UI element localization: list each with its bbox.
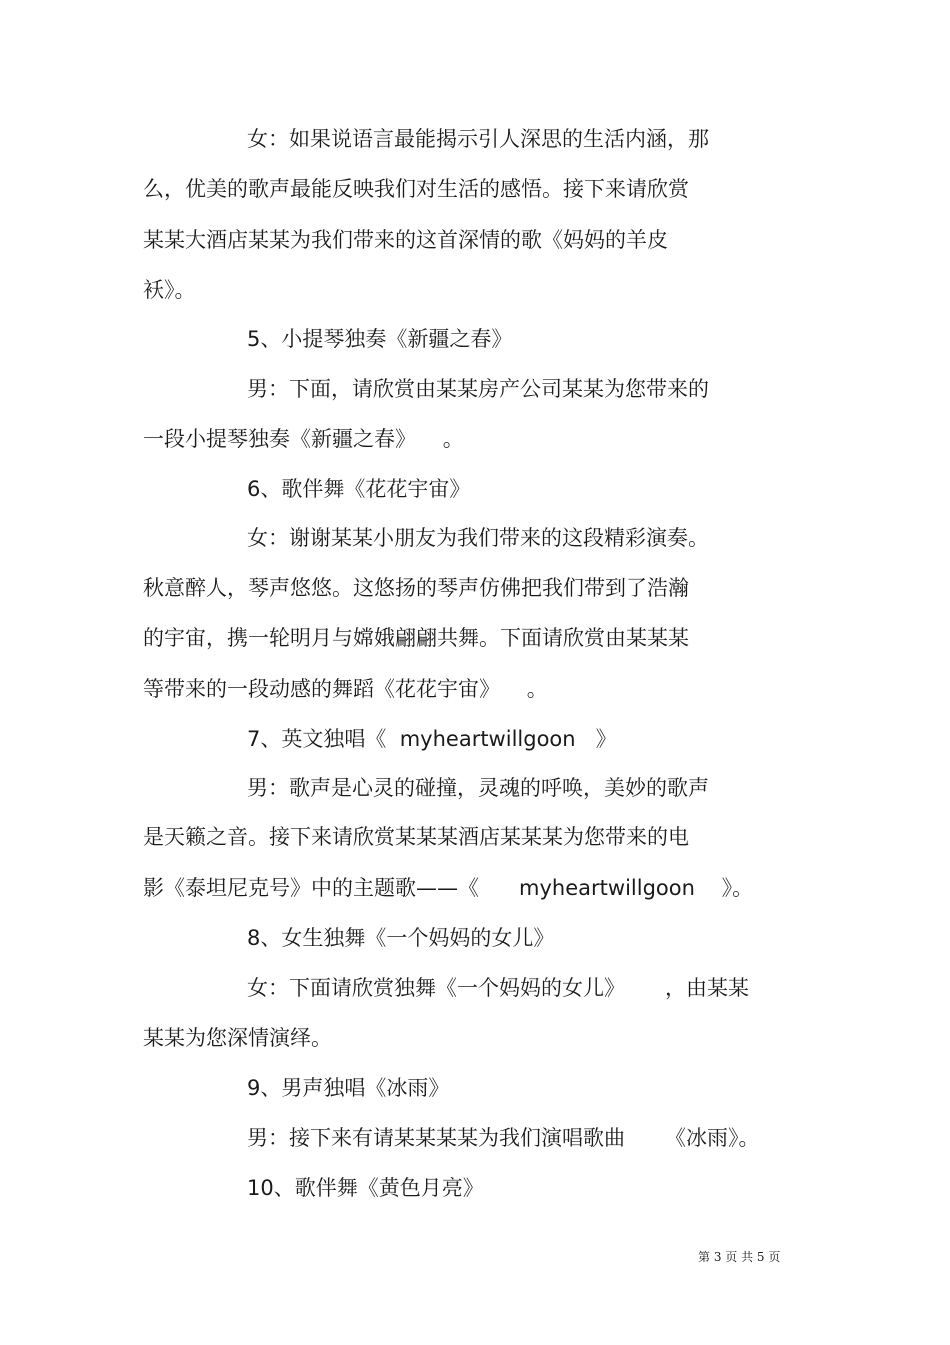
- program-item-heading: 10、歌伴舞《黄色月亮》: [247, 1176, 484, 1200]
- paragraph-line: 是天籁之音。接下来请欣赏某某某酒店某某某为您带来的电: [143, 825, 689, 849]
- paragraph-line: 等带来的一段动感的舞蹈《花花宇宙》 。: [143, 677, 548, 701]
- paragraph-line: 的宇宙，携一轮明月与嫦娥翩翩共舞。下面请欣赏由某某某: [143, 626, 689, 650]
- paragraph-line: 一段小提琴独奏《新疆之春》 。: [143, 427, 464, 451]
- paragraph-line: 影《泰坦尼克号》中的主题歌——《 myheartwillgoon 》。: [143, 876, 754, 900]
- paragraph-line: 男：歌声是心灵的碰撞，灵魂的呼唤，美妙的歌声: [247, 776, 709, 800]
- paragraph-line: 某某为您深情演绎。: [143, 1026, 332, 1050]
- paragraph-line: 某某大酒店某某为我们带来的这首深情的歌《妈妈的羊皮: [143, 228, 668, 252]
- paragraph-line: 女：谢谢某某小朋友为我们带来的这段精彩演奏。: [247, 526, 709, 550]
- paragraph-line: 男：下面，请欣赏由某某房产公司某某为您带来的: [247, 377, 709, 401]
- program-item-heading: 9、男声独唱《冰雨》: [247, 1076, 450, 1100]
- program-item-heading: 6、歌伴舞《花花宇宙》: [247, 477, 471, 501]
- program-item-heading: 7、英文独唱《 myheartwillgoon 》: [247, 727, 617, 751]
- paragraph-line: 秋意醉人，琴声悠悠。这悠扬的琴声仿佛把我们带到了浩瀚: [143, 576, 689, 600]
- page-number-footer: 第 3 页 共 5 页: [698, 1250, 781, 1264]
- program-item-heading: 8、女生独舞《一个妈妈的女儿》: [247, 926, 555, 950]
- paragraph-line: 女：如果说语言最能揭示引人深思的生活内涵，那: [247, 127, 709, 151]
- program-item-heading: 5、小提琴独奏《新疆之春》: [247, 327, 513, 351]
- paragraph-line: 男：接下来有请某某某某为我们演唱歌曲 《冰雨》。: [247, 1126, 760, 1150]
- paragraph-line: 么，优美的歌声最能反映我们对生活的感悟。接下来请欣赏: [143, 177, 689, 201]
- paragraph-line: 女：下面请欣赏独舞《一个妈妈的女儿》 ，由某某: [247, 976, 750, 1000]
- paragraph-line: 袄》。: [143, 278, 196, 302]
